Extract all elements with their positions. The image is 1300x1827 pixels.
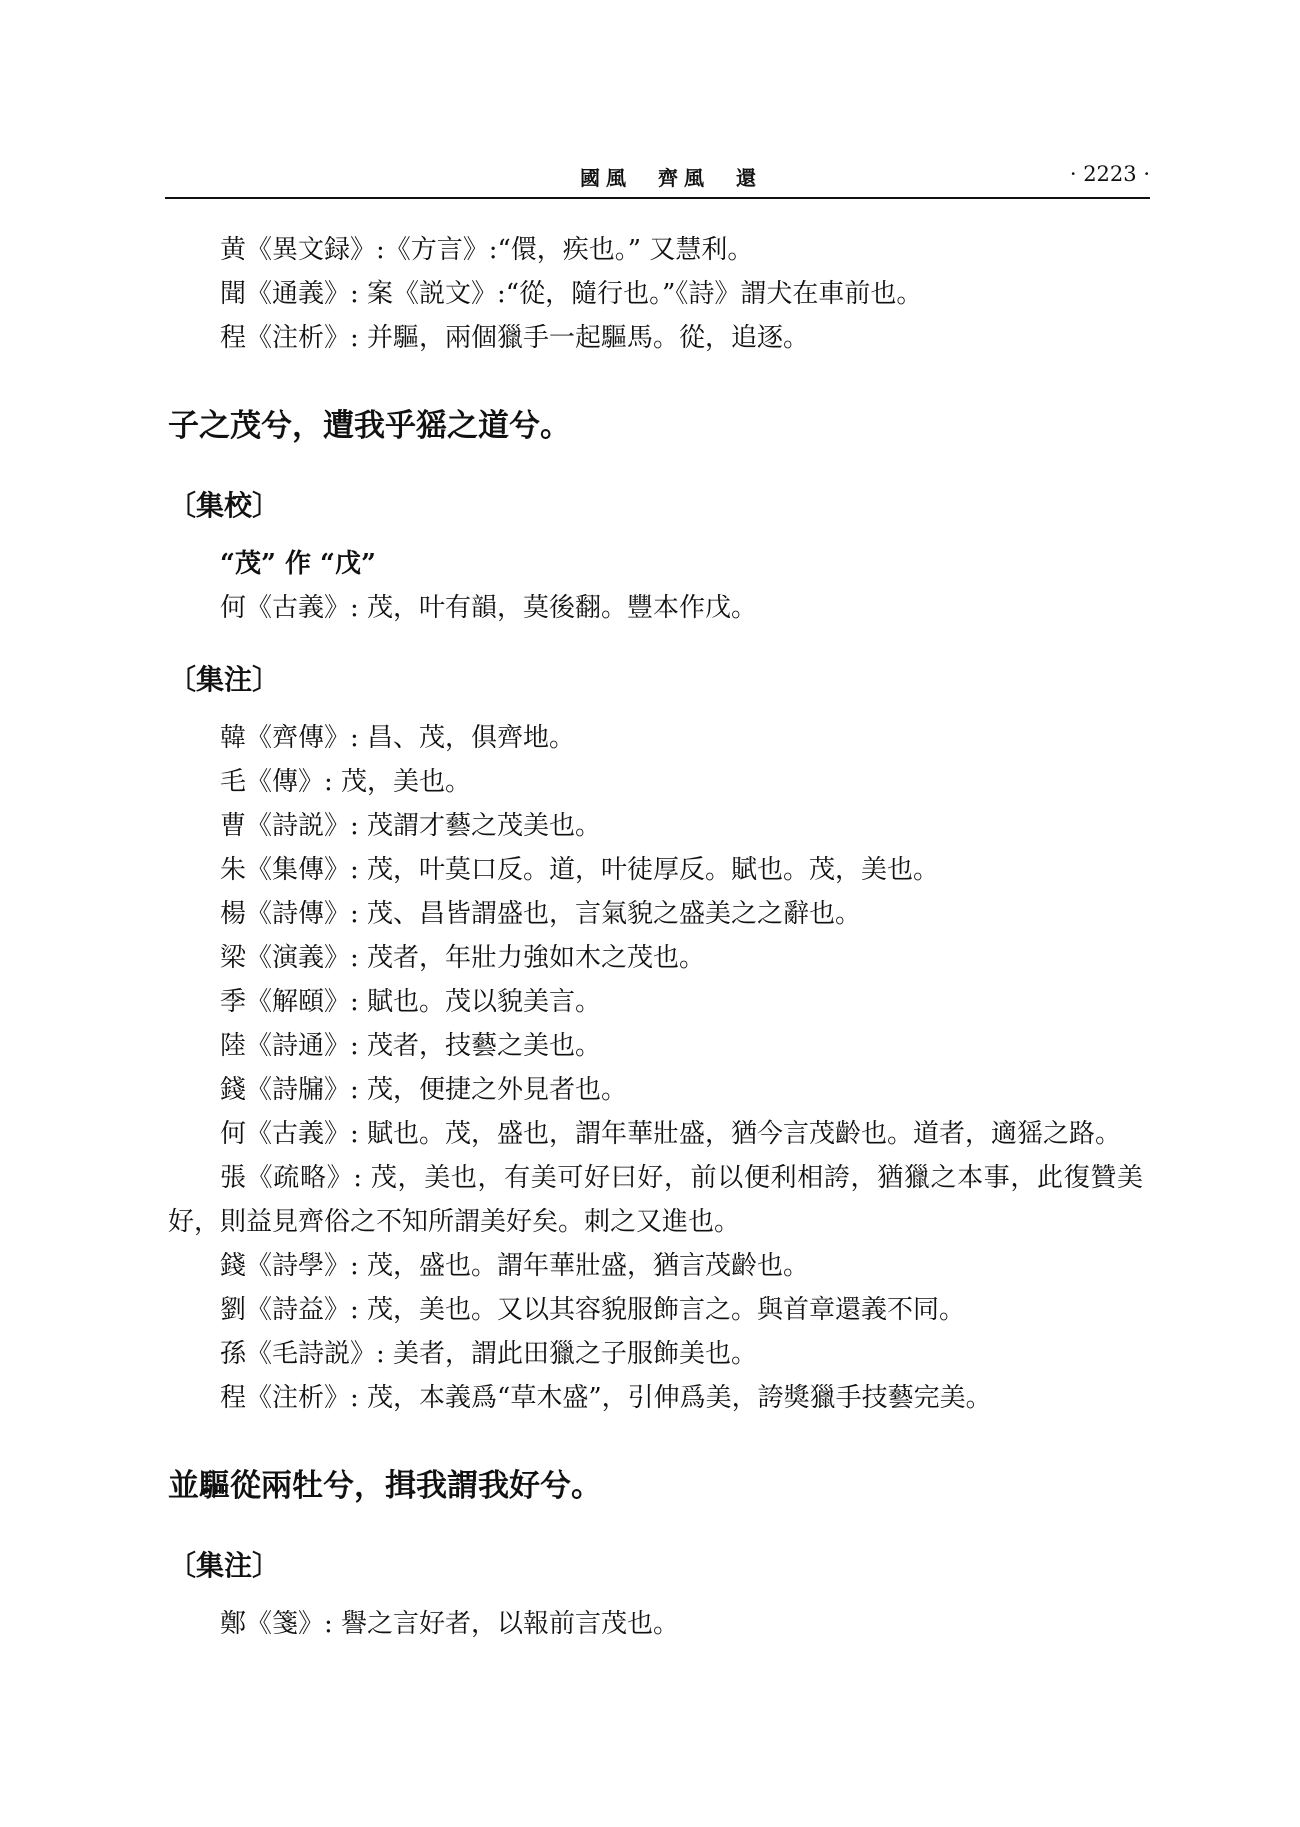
note-line: 程《注析》: 茂，本義爲“草木盛”，引伸爲美，誇獎獵手技藝完美。: [220, 1383, 992, 1413]
note-line: 何《古義》: 茂，叶有韻，莫後翻。豐本作戊。: [220, 593, 758, 623]
verse-line: 子之茂兮，遭我乎猺之道兮。: [168, 408, 571, 444]
note-line: 鄭《箋》: 譽之言好者，以報前言茂也。: [220, 1609, 680, 1639]
page-body: [168, 228, 1143, 1646]
running-header: [165, 158, 1150, 192]
note-line: 張《疏略》: 茂，美也，有美可好曰好，前以便利相誇，猶獵之本事，此復贊美好，則益見齊俗之不知所謂美好矣。刺之又進也。: [168, 1163, 1143, 1237]
note-line: 梁《演義》: 茂者，年壯力強如木之茂也。: [220, 943, 706, 973]
running-title: 國風 齊風 還: [580, 166, 762, 190]
section-heading-jizhu: 〔集注〕: [168, 1549, 281, 1582]
note-line: 聞《通義》: 案《説文》:“從，隨行也。”《詩》謂犬在車前也。: [220, 279, 923, 309]
note-line: 朱《集傳》: 茂，叶莫口反。道，叶徒厚反。賦也。茂，美也。: [220, 855, 940, 885]
note-line: 季《解頤》: 賦也。茂以貌美言。: [220, 987, 602, 1017]
note-line: 陸《詩通》: 茂者，技藝之美也。: [220, 1031, 602, 1061]
note-line: 黄《異文録》:《方言》:“儇，疾也。” 又慧利。: [220, 235, 754, 265]
note-line: 錢《詩學》: 茂，盛也。謂年華壯盛，猶言茂齡也。: [220, 1251, 810, 1281]
note-line: 劉《詩益》: 茂，美也。又以其容貌服飾言之。與首章還義不同。: [220, 1295, 966, 1325]
note-line: 程《注析》: 并驅，兩個獵手一起驅馬。從，追逐。: [220, 323, 810, 353]
section-heading-jizhu: 〔集注〕: [168, 663, 281, 696]
note-line: 毛《傳》: 茂，美也。: [220, 767, 472, 797]
page-number: · 2223 ·: [1069, 162, 1150, 186]
note-line: 孫《毛詩説》: 美者，謂此田獵之子服飾美也。: [220, 1339, 758, 1369]
variant-subheading: “茂” 作 “戊”: [220, 549, 376, 579]
header-rule: [165, 197, 1150, 199]
note-line: 錢《詩牖》: 茂，便捷之外見者也。: [220, 1075, 628, 1105]
note-line: 楊《詩傳》: 茂、昌皆謂盛也，言氣貌之盛美之之辭也。: [220, 899, 862, 929]
note-line: 何《古義》: 賦也。茂，盛也，謂年華壯盛，猶今言茂齡也。道者，適猺之路。: [220, 1119, 1122, 1149]
note-line: 韓《齊傳》: 昌、茂，俱齊地。: [220, 723, 576, 753]
verse-line: 並驅從兩牡兮，揖我謂我好兮。: [168, 1468, 602, 1504]
note-line: 曹《詩説》: 茂謂才藝之茂美也。: [220, 811, 602, 841]
section-heading-jiaoxiao: 〔集校〕: [168, 489, 281, 522]
